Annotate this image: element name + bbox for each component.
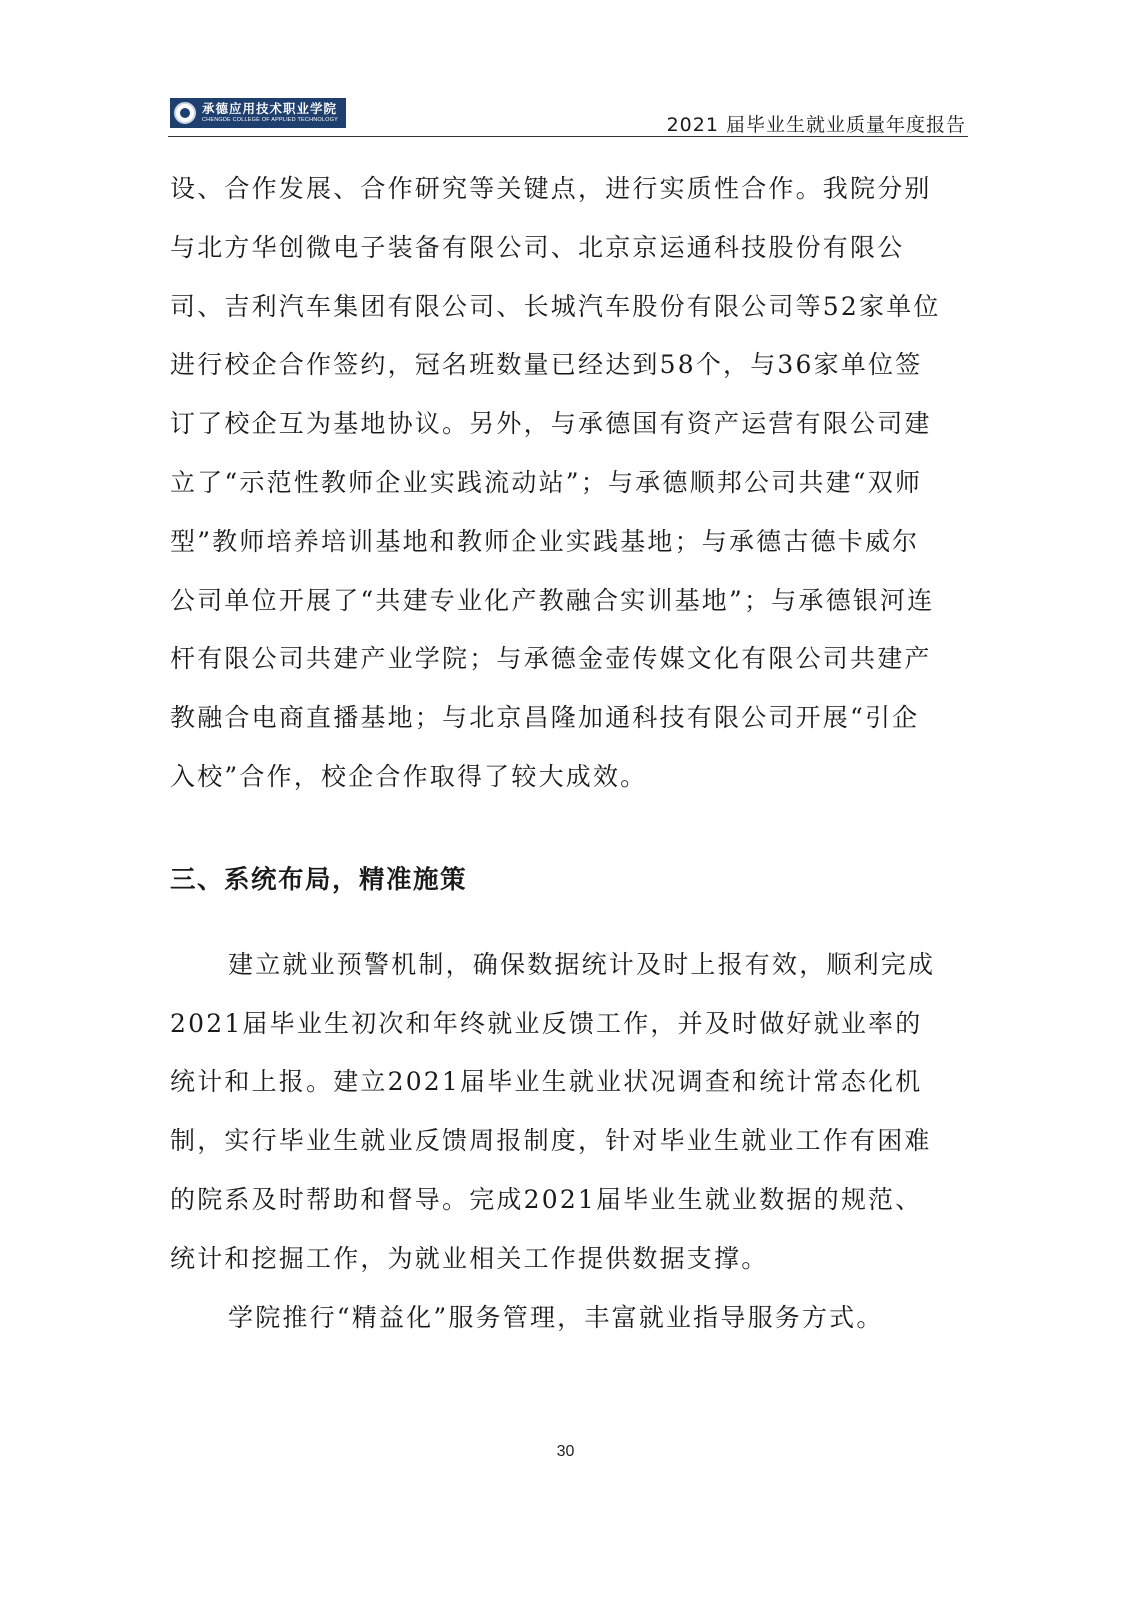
college-emblem-icon (174, 102, 196, 124)
paragraph-lean-service: 学院推行“精益化”服务管理，丰富就业指导服务方式。 (228, 1302, 884, 1332)
logo-chinese-name: 承德应用技术职业学院 (202, 101, 338, 116)
college-logo (170, 98, 346, 128)
page-content (170, 160, 942, 1347)
section-heading: 三、系统布局，精准施策 (170, 864, 468, 895)
logo-english-name: CHENGDE COLLEGE OF APPLIED TECHNOLOGY (202, 116, 338, 123)
page-number: 30 (556, 1443, 575, 1460)
paragraph-cooperation: 设、合作发展、合作研究等关键点，进行实质性合作。我院分别与北方华创微电子装备有限公司、北京京运通科技股份有限公司、吉利汽车集团有限公司、长城汽车股份有限公司等52家单位进行校企合作签约，冠名班数量已经达到58个，与36家单位签订了校企互为基地协议。另外，与承德国有资产运营有限公司建立了“示范性教师企业实践流动站”；与承德顺邦公司共建“双师型”教师培养培训基地和教师企业实践基地；与承德古德卡威尔公司单位开展了“共建专业化产教融合实训基地”；与承德银河连杆有限公司共建产业学院；与承德金壶传媒文化有限公司共建产教融合电商直播基地；与北京昌隆加通科技有限公司开展“引企入校”合作，校企合作取得了较大成效。 (170, 174, 941, 791)
report-title: 2021 届毕业生就业质量年度报告 (666, 114, 966, 136)
paragraph-early-warning: 建立就业预警机制，确保数据统计及时上报有效，顺利完成2021届毕业生初次和年终就业反馈工作，并及时做好就业率的统计和上报。建立2021届毕业生就业状况调查和统计常态化机制，实行毕业生就业反馈周报制度，针对毕业生就业工作有困难的院系及时帮助和督导。完成2021届毕业生就业数据的规范、统计和挖掘工作，为就业相关工作提供数据支撑。 (170, 949, 936, 1273)
page-header (168, 96, 968, 137)
